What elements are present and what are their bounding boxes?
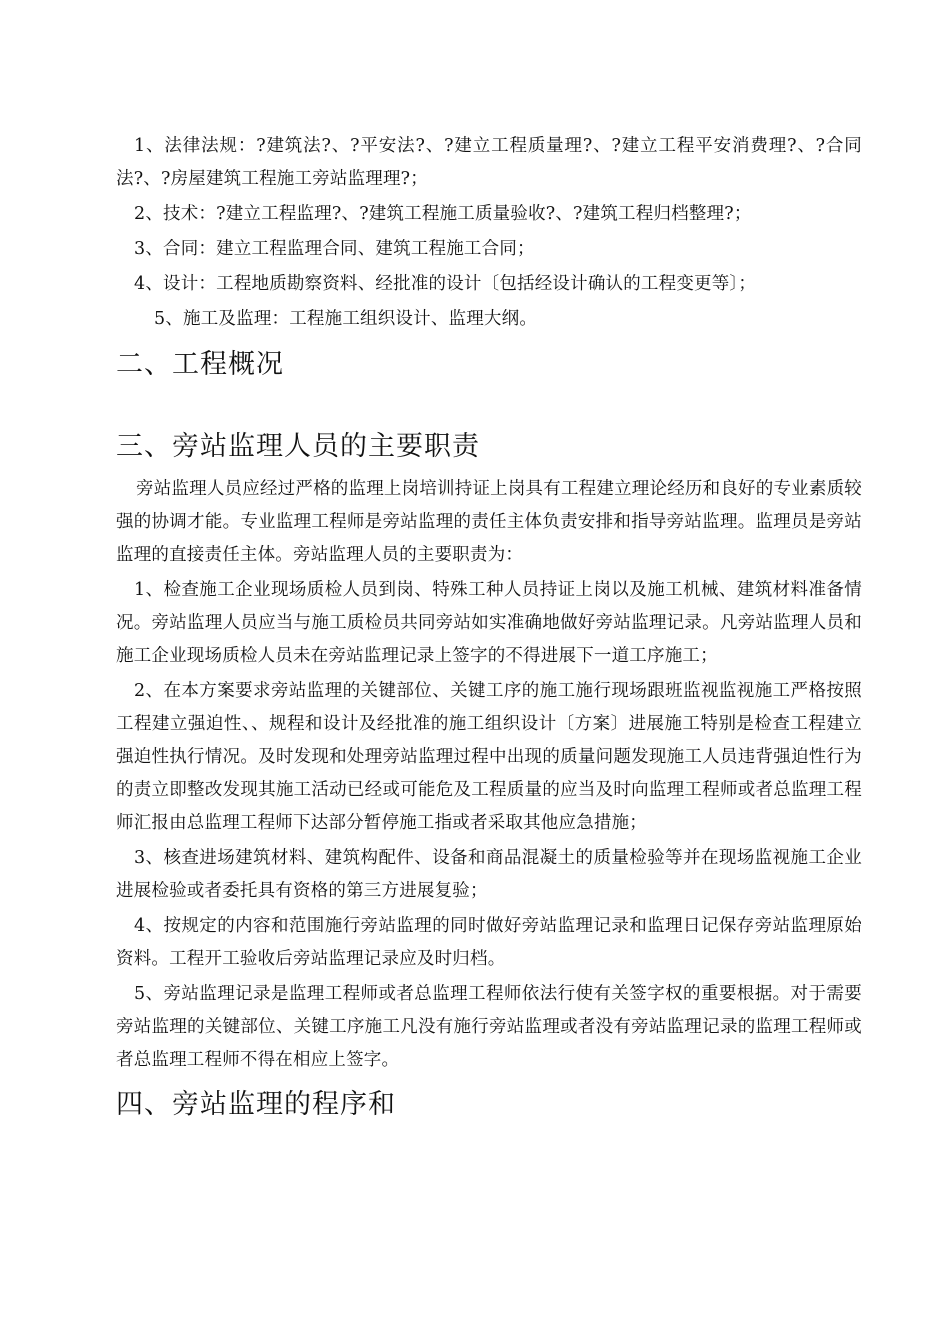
basis-item-contract: 3、合同：建立工程监理合同、建筑工程施工合同； xyxy=(134,239,535,259)
document-page xyxy=(116,130,862,1125)
duty-item-5: 5、旁站监理记录是监理工程师或者总监理工程师依法行使有关签字权的重要根据。对于需要旁站监理的关键部位、关键工序施工凡没有施行旁站监理或者没有旁站监理记录的监理工程师或者总监理工程师不得在相应上签字。 xyxy=(116,984,862,1070)
duty-item-1: 1、检查施工企业现场质检人员到岗、特殊工种人员持证上岗以及施工机械、建筑材料准备情况。旁站监理人员应当与施工质检员共同旁站如实准确地做好旁站监理记录。凡旁站监理人员和施工企业现场质检人员未在旁站监理记录上签字的不得进展下一道工序施工； xyxy=(116,580,862,666)
duties-intro: 旁站监理人员应经过严格的监理上岗培训持证上岗具有工程建立理论经历和良好的专业素质较强的协调才能。专业监理工程师是旁站监理的责任主体负责安排和指导旁站监理。监理员是旁站监理的直接责任主体。旁站监理人员的主要职责为： xyxy=(116,479,862,565)
basis-item-design: 4、设计：工程地质勘察资料、经批准的设计〔包括经设计确认的工程变更等〕； xyxy=(134,274,757,294)
section-heading-procedure: 四、旁站监理的程序和 xyxy=(116,1089,396,1120)
section-heading-duties: 三、旁站监理人员的主要职责 xyxy=(116,431,480,462)
duty-item-3: 3、核查进场建筑材料、建筑构配件、设备和商品混凝土的质量检验等并在现场监视施工企业进展检验或者委托具有资格的第三方进展复验； xyxy=(116,848,862,901)
section-heading-overview: 二、工程概况 xyxy=(116,349,284,380)
basis-item-laws: 1、法律法规：?建筑法?、?平安法?、?建立工程质量理?、?建立工程平安消费理?、?合同法?、?房屋建筑工程施工旁站监理理?； xyxy=(116,136,862,189)
duty-item-4: 4、按规定的内容和范围施行旁站监理的同时做好旁站监理记录和监理日记保存旁站监理原始资料。工程开工验收后旁站监理记录应及时归档。 xyxy=(116,916,862,969)
basis-item-construction: 5、施工及监理：工程施工组织设计、监理大纲。 xyxy=(154,309,538,329)
duty-item-2: 2、在本方案要求旁站监理的关键部位、关键工序的施工施行现场跟班监视监视施工严格按照工程建立强迫性、、规程和设计及经批准的施工组织设计〔方案〕进展施工特别是检查工程建立强迫性执行情况。及时发现和处理旁站监理过程中出现的质量问题发现施工人员违背强迫性行为的责立即整改发现其施工活动已经或可能危及工程质量的应当及时向监理工程师或者总监理工程师汇报由总监理工程师下达部分暂停施工指或者采取其他应急措施； xyxy=(116,681,862,833)
basis-list xyxy=(116,130,862,336)
basis-item-technical: 2、技术：?建立工程监理?、?建筑工程施工质量验收?、?建筑工程归档整理?； xyxy=(134,204,752,224)
